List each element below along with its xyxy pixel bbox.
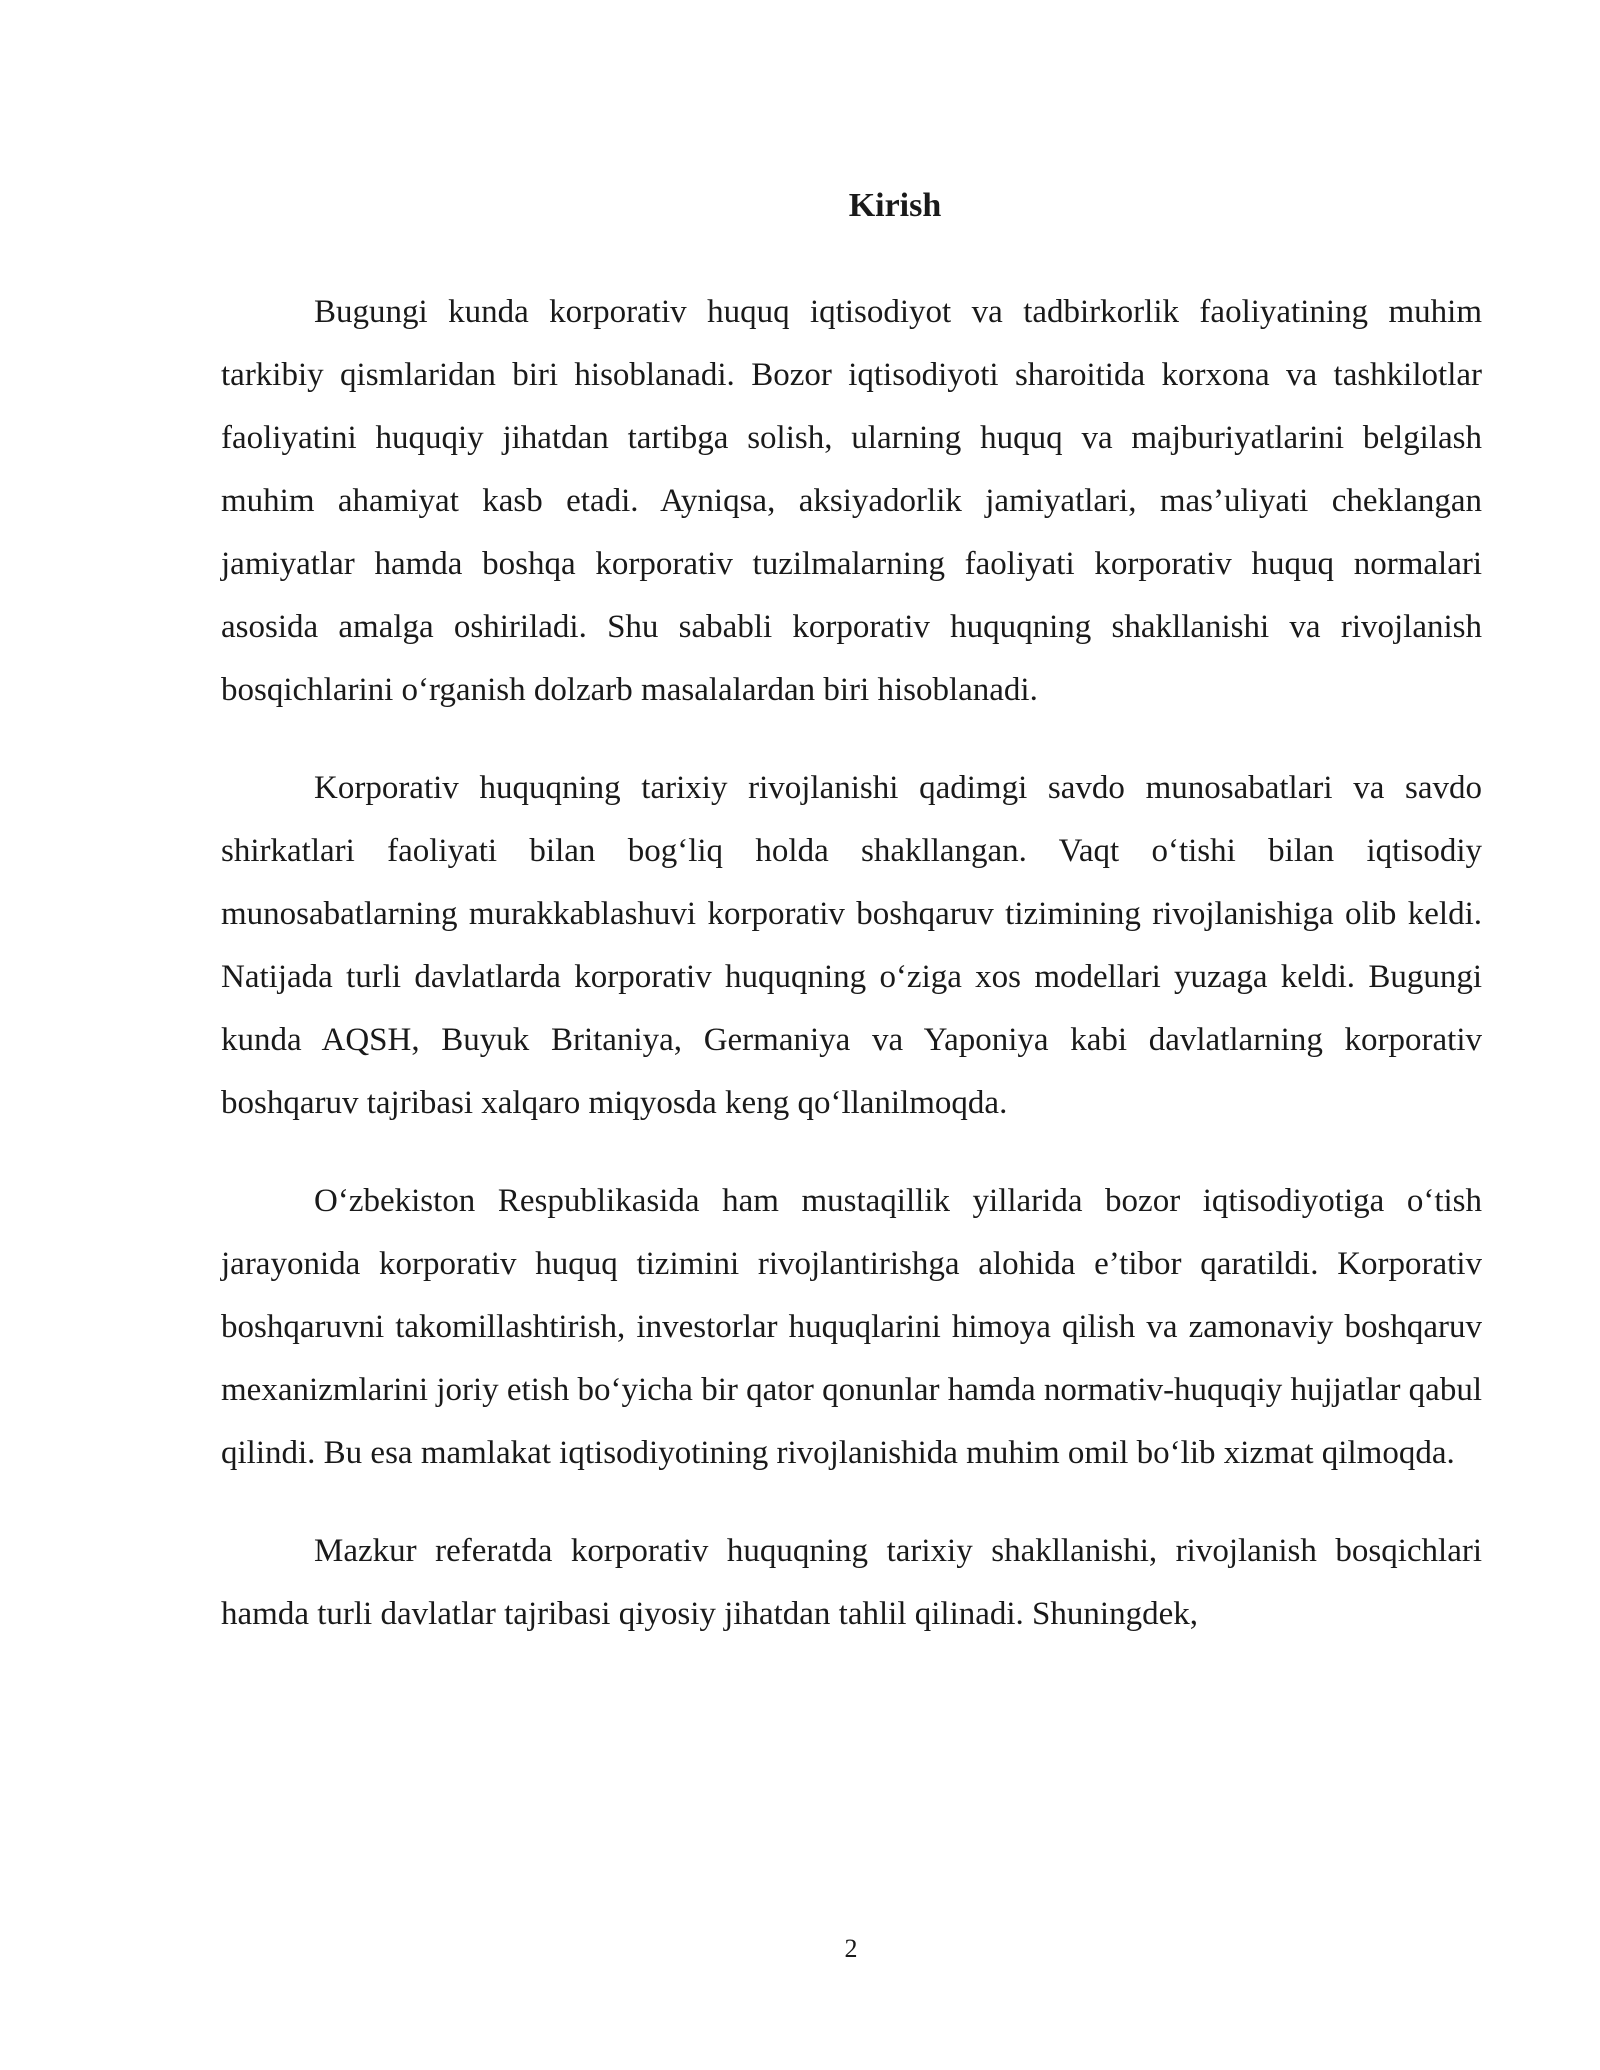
paragraph-3: O‘zbekiston Respublikasida ham mustaqillik yillarida bozor iqtisodiyotiga o‘tish jarayonida korporativ huquq tizimini rivojlantirishga alohida e’tibor qaratildi. Korporativ boshqaruvni takomillashtirish, investorlar huquqlarini himoya qilish va zamonaviy boshqaruv mexanizmlarini joriy etish bo‘yicha bir qator qonunlar hamda normativ-huquqiy hujjatlar qabul qilindi. Bu esa mamlakat iqtisodiyotining rivojlanishida muhim omil bo‘lib xizmat qilmoqda.	[221, 1183, 1482, 1471]
paragraph-2: Korporativ huquqning tarixiy rivojlanishi qadimgi savdo munosabatlari va savdo shirkatlari faoliyati bilan bog‘liq holda shakllangan. Vaqt o‘tishi bilan iqtisodiy munosabatlarning murakkablashuvi korporativ boshqaruv tizimining rivojlanishiga olib keldi. Natijada turli davlatlarda korporativ huquqning o‘ziga xos modellari yuzaga keldi. Bugungi kunda AQSH, Buyuk Britaniya, Germaniya va Yaponiya kabi davlatlarning korporativ boshqaruv tajribasi xalqaro miqyosda keng qo‘llanilmoqda.	[221, 770, 1482, 1121]
body-text	[221, 281, 1482, 1681]
page-number: 2	[844, 1934, 858, 1963]
paragraph-4: Mazkur referatda korporativ huquqning tarixiy shakllanishi, rivojlanish bosqichlari hamda turli davlatlar tajribasi qiyosiy jihatdan tahlil qilinadi. Shuningdek,	[221, 1533, 1482, 1632]
section-title: Kirish	[848, 187, 942, 224]
paragraph-1: Bugungi kunda korporativ huquq iqtisodiyot va tadbirkorlik faoliyatining muhim tarkibiy qismlaridan biri hisoblanadi. Bozor iqtisodiyoti sharoitida korxona va tashkilotlar faoliyatini huquqiy jihatdan tartibga solish, ularning huquq va majburiyatlarini belgilash muhim ahamiyat kasb etadi. Ayniqsa, aksiyadorlik jamiyatlari, mas’uliyati cheklangan jamiyatlar hamda boshqa korporativ tuzilmalarning faoliyati korporativ huquq normalari asosida amalga oshiriladi. Shu sababli korporativ huquqning shakllanishi va rivojlanish bosqichlarini o‘rganish dolzarb masalalardan biri hisoblanadi.	[221, 294, 1482, 708]
